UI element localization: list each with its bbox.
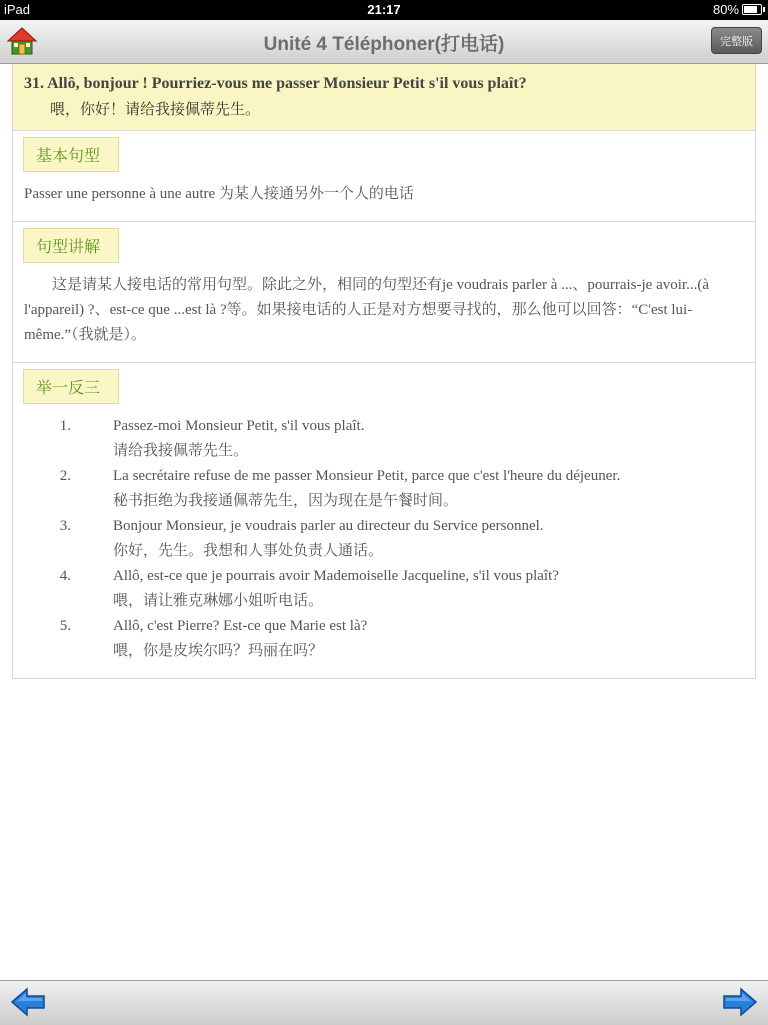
clock: 21:17 — [367, 2, 401, 17]
list-item — [13, 564, 755, 614]
list-item — [13, 464, 755, 514]
list-item — [13, 514, 755, 564]
example-french: Allô, est-ce que je pourrais avoir Mademoiselle Jacqueline, s'il vous plaît? — [113, 568, 559, 584]
example-chinese: 喂，请让雅克琳娜小姐听电话。 — [113, 593, 324, 609]
section-basic-pattern — [13, 131, 755, 222]
full-version-button[interactable]: 完整版 — [711, 27, 762, 54]
arrow-right-icon — [722, 986, 758, 1018]
section-tag-basic: 基本句型 — [23, 137, 119, 172]
example-number: 1. — [59, 418, 71, 434]
example-chinese: 喂，你是皮埃尔吗？玛丽在吗？ — [113, 643, 324, 659]
lesson-content — [12, 64, 756, 679]
lesson-header — [13, 64, 755, 131]
example-french: Passez-moi Monsieur Petit, s'il vous plaît. — [113, 418, 365, 434]
battery-indicator — [713, 2, 762, 17]
arrow-left-icon — [10, 986, 46, 1018]
bottom-toolbar — [0, 980, 768, 1025]
battery-percent: 80% — [712, 2, 739, 17]
example-number: 3. — [59, 518, 71, 534]
example-french: La secrétaire refuse de me passer Monsieur Petit, parce que c'est l'heure du déjeuner. — [113, 468, 621, 484]
list-item — [13, 614, 755, 664]
section-examples — [13, 363, 755, 678]
example-chinese: 请给我接佩蒂先生。 — [113, 443, 249, 459]
example-number: 4. — [59, 568, 71, 584]
explanation-text: 这是请某人接电话的常用句型。除此之外，相同的句型还有je voudrais parler à ...、pourrais-je avoir...(à l'appareil) ?、est-ce que ...est là ?等。如果接电话的人正是对方想要寻找的，那么他可以回答：“C'est lui-même.”（我就是）。 — [24, 277, 709, 343]
section-explanation — [13, 222, 755, 363]
example-french: Bonjour Monsieur, je voudrais parler au directeur du Service personnel. — [113, 518, 544, 534]
section-tag-explanation: 句型讲解 — [23, 228, 119, 263]
status-bar — [0, 0, 768, 20]
lesson-title-chinese: 喂，你好！请给我接佩蒂先生。 — [50, 100, 261, 118]
example-number: 2. — [59, 468, 71, 484]
example-french: Allô, c'est Pierre? Est-ce que Marie est là? — [113, 618, 368, 634]
navigation-bar — [0, 20, 768, 64]
example-list — [13, 414, 755, 664]
example-chinese: 你好，先生。我想和人事处负责人通话。 — [113, 543, 384, 559]
previous-page-button[interactable] — [10, 986, 46, 1018]
basic-pattern-text: Passer une personne à une autre 为某人接通另外一个人的电话 — [24, 186, 414, 202]
lesson-title-french: 31. Allô, bonjour ! Pourriez-vous me passer Monsieur Petit s'il vous plaît? — [24, 75, 527, 92]
next-page-button[interactable] — [722, 986, 758, 1018]
page-title: Unité 4 Téléphoner(打电话) — [263, 34, 505, 55]
example-chinese: 秘书拒绝为我接通佩蒂先生，因为现在是午餐时间。 — [113, 493, 459, 509]
battery-icon — [742, 4, 762, 15]
list-item — [13, 414, 755, 464]
section-tag-examples: 举一反三 — [23, 369, 119, 404]
example-number: 5. — [59, 618, 71, 634]
carrier-label: iPad — [4, 2, 31, 17]
